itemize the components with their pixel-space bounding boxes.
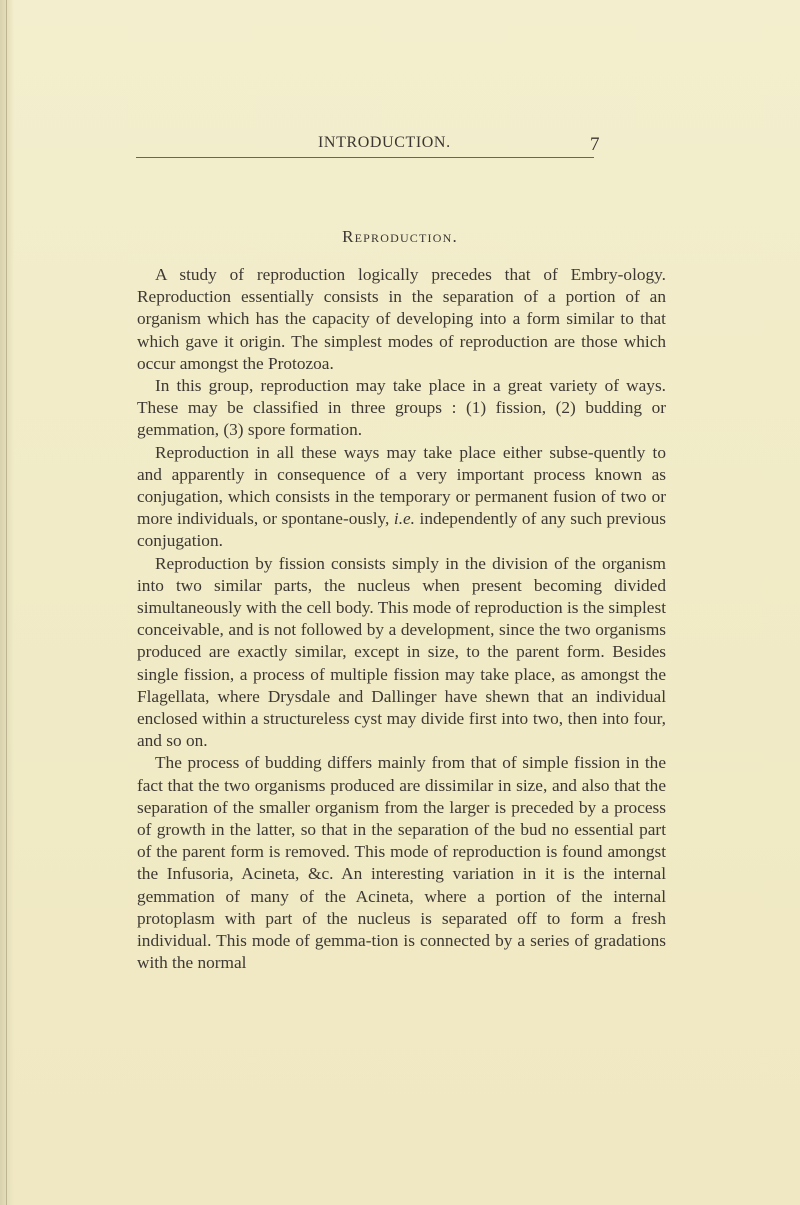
header-rule xyxy=(136,157,594,158)
spine-shadow xyxy=(0,0,14,1205)
page-number: 7 xyxy=(590,134,600,155)
paragraph-3-text-before: Reproduction in all these ways may take place either subse-quently to and apparently in consequence of a very important process known as conjugation, which consists in the temporary or permanent fusion of two or more individuals, or spontane-ously, xyxy=(137,442,666,529)
spine-edge xyxy=(6,0,7,1205)
section-title: Reproduction. xyxy=(342,227,458,246)
running-head: INTRODUCTION. xyxy=(318,134,451,151)
paragraph-2: In this group, reproduction may take place in a great variety of ways. These may be classified in three groups : (1) fission, (2) budding or gemmation, (3) spore formation. xyxy=(137,376,666,440)
paragraph-3-italic: i.e. xyxy=(393,509,416,529)
paragraph-4: Reproduction by fission consists simply in the division of the organism into two similar parts, the nucleus when present becoming divided simultaneously with the cell body. This mode of reproduction is the simplest conceivable, and is not followed by a development, since the two organisms produced are exactly similar, except in size, to the parent form. Besides single fission, a process of multiple fission may take place, as amongst the Flagellata, where Drysdale and Dallinger have shewn that an individual enclosed within a structureless cyst may divide first into two, then into four, and so on. xyxy=(137,553,666,751)
paragraph-3-text-after: independently of any such previous conjugation. xyxy=(137,509,666,551)
paragraph-5: The process of budding differs mainly from that of simple fission in the fact that the two organisms produced are dissimilar in size, and also that the separation of the smaller organism from the larger is preceded by a process of growth in the latter, so that in the separation of the bud no essential part of the parent form is removed. This mode of reproduction is found amongst the Infusoria, Acineta, &c. An interesting variation in it is the internal gemmation of many of the Acineta, where a portion of the internal protoplasm with part of the nucleus is separated off to form a fresh individual. This mode of gemma-tion is connected by a series of gradations with the normal xyxy=(137,753,666,973)
paragraph-1: A study of reproduction logically precedes that of Embry-ology. Reproduction essentially consists in the separation of a portion of an organism which has the capacity of developing into a form similar to that which gave it origin. The simplest modes of reproduction are those which occur amongst the Protozoa. xyxy=(137,265,666,373)
body-text xyxy=(137,264,666,975)
paragraph-3 xyxy=(137,442,666,553)
